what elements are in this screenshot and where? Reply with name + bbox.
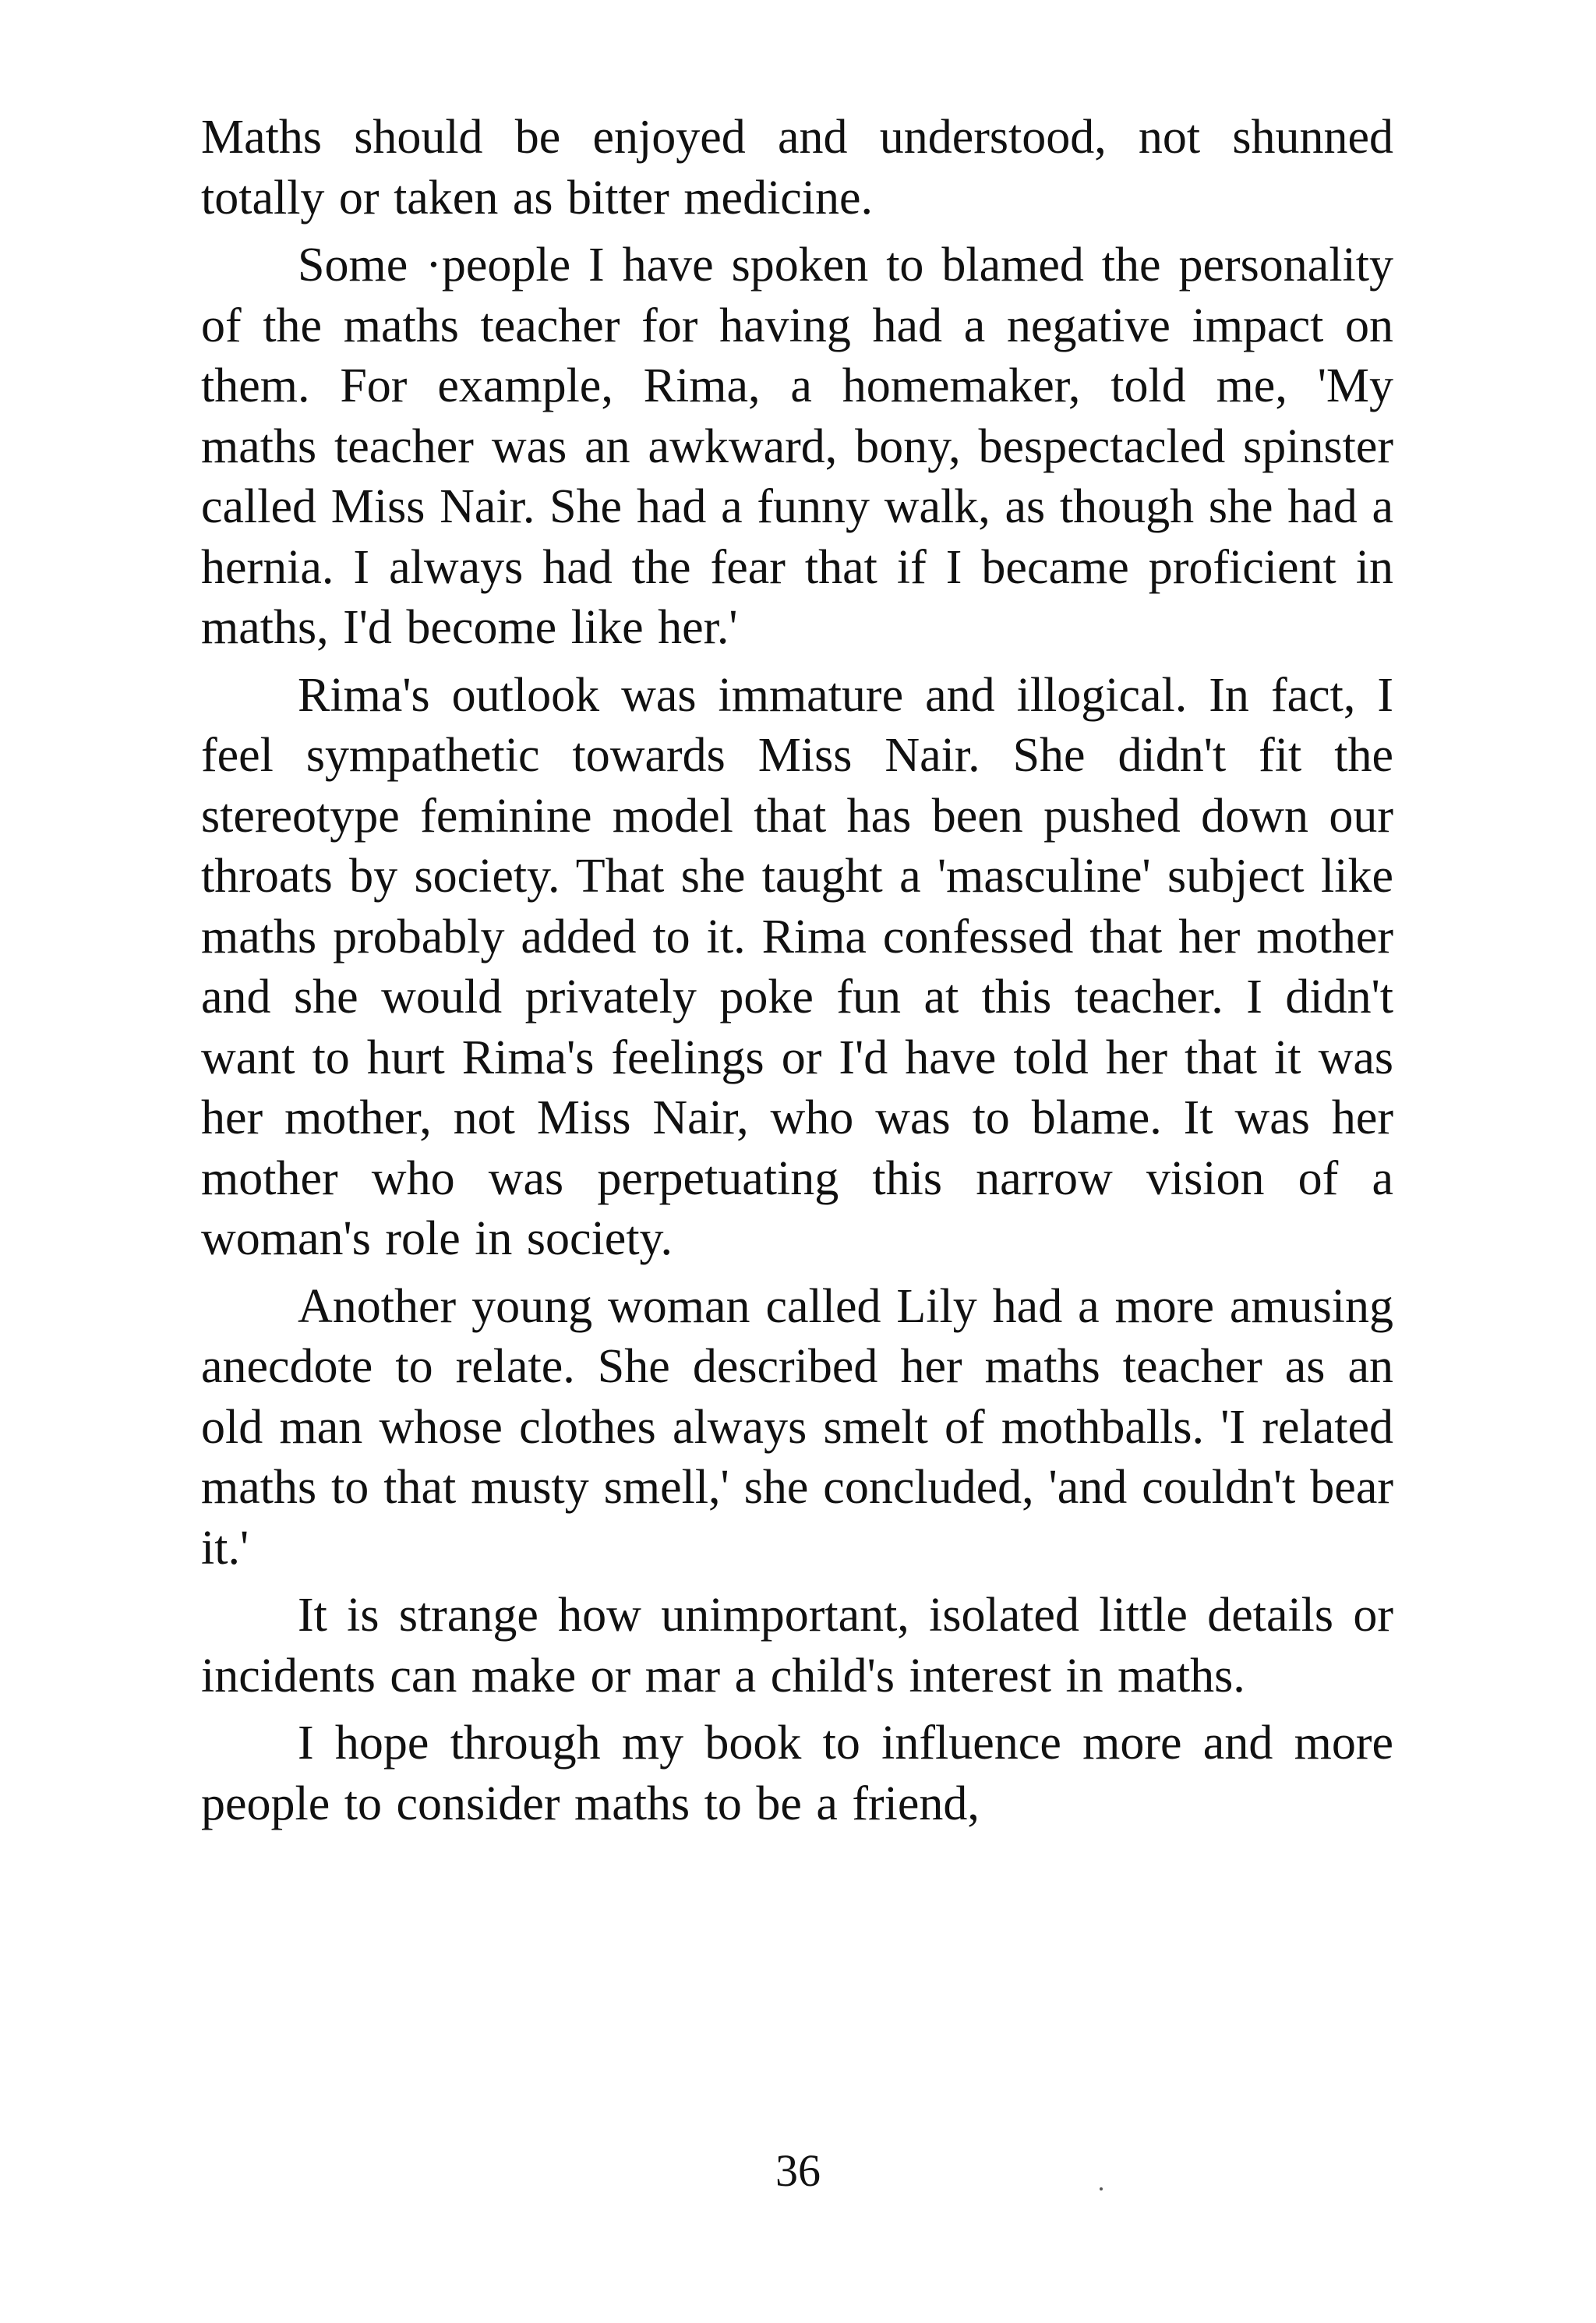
paragraph-5: It is strange how unimportant, isolated little details or incidents can make or mar a child's interest in maths. <box>201 1589 1393 1702</box>
page-body-text <box>201 108 1393 1841</box>
page-number: 36 <box>775 2145 821 2196</box>
paragraph-2: Some ·people I have spoken to blamed the personality of the maths teacher for having had a negative impact on them. For example, Rima, a homemaker, told me, 'My maths teacher was an awkward, bony, bespectacled spinster called Miss Nair. She had a funny walk, as though she had a hernia. I always had the fear that if I became proficient in maths, I'd become like her.' <box>201 239 1393 654</box>
paragraph-3: Rima's outlook was immature and illogical. In fact, I feel sympathetic towards Miss Nair. She didn't fit the stereotype feminine model that has been pushed down our throats by society. That she taught a 'masculine' subject like maths probably added to it. Rima confessed that her mother and she would privately poke fun at this teacher. I didn't want to hurt Rima's feelings or I'd have told her that it was her mother, not Miss Nair, who was to blame. It was her mother who was perpetuating this narrow vision of a woman's role in society. <box>201 668 1393 1265</box>
paragraph-6: I hope through my book to influence more and more people to consider maths to be a friend, <box>201 1717 1393 1830</box>
paragraph-1: Maths should be enjoyed and understood, not shunned totally or taken as bitter medicine. <box>201 111 1393 225</box>
paragraph-4: Another young woman called Lily had a more amusing anecdote to relate. She described her maths teacher as an old man whose clothes always smelt of mothballs. 'I related maths to that musty smell,' she concluded, 'and couldn't bear it.' <box>201 1279 1393 1575</box>
scan-speck <box>1100 2187 1103 2190</box>
